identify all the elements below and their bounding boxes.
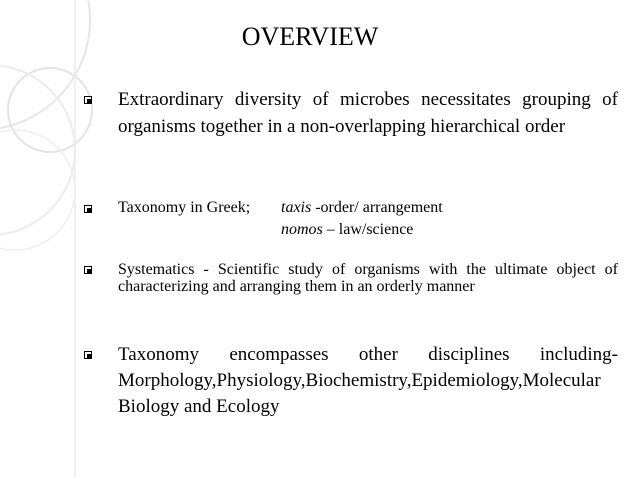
- nomos-meaning: – law/science: [322, 221, 414, 238]
- point-diversity: Extraordinary diversity of microbes necessitates grouping of organisms together in a non-overlapping hierarchical order: [118, 89, 618, 137]
- decorative-circle: [0, 130, 75, 250]
- nomos-term: nomos: [281, 221, 323, 238]
- decorative-circle: [0, 0, 90, 130]
- taxis-meaning: -order/ arrangement: [311, 199, 443, 216]
- slide-title: OVERVIEW: [241, 22, 379, 51]
- taxis-term: taxis: [281, 199, 312, 216]
- bullet-icon: [84, 266, 94, 276]
- point-disciplines: Taxonomy encompasses other disciplines including-Morphology,Physiology,Biochemistry,Epidemiology,Molecular Biology and Ecology: [118, 344, 618, 417]
- taxonomy-greek-line: [118, 198, 250, 218]
- bullet-icon: [84, 205, 94, 215]
- decorative-circle: [8, 68, 92, 152]
- bullet-icon: [84, 96, 94, 106]
- bullet-icon: [84, 351, 94, 361]
- taxis-definition: [281, 198, 443, 218]
- taxonomy-lead: Taxonomy in Greek;: [118, 199, 251, 216]
- nomos-definition: [281, 220, 413, 240]
- point-systematics: Systematics - Scientific study of organisms with the ultimate object of characterizing and arranging them in an orderly manner: [118, 261, 618, 295]
- decorative-circle: [0, 65, 75, 235]
